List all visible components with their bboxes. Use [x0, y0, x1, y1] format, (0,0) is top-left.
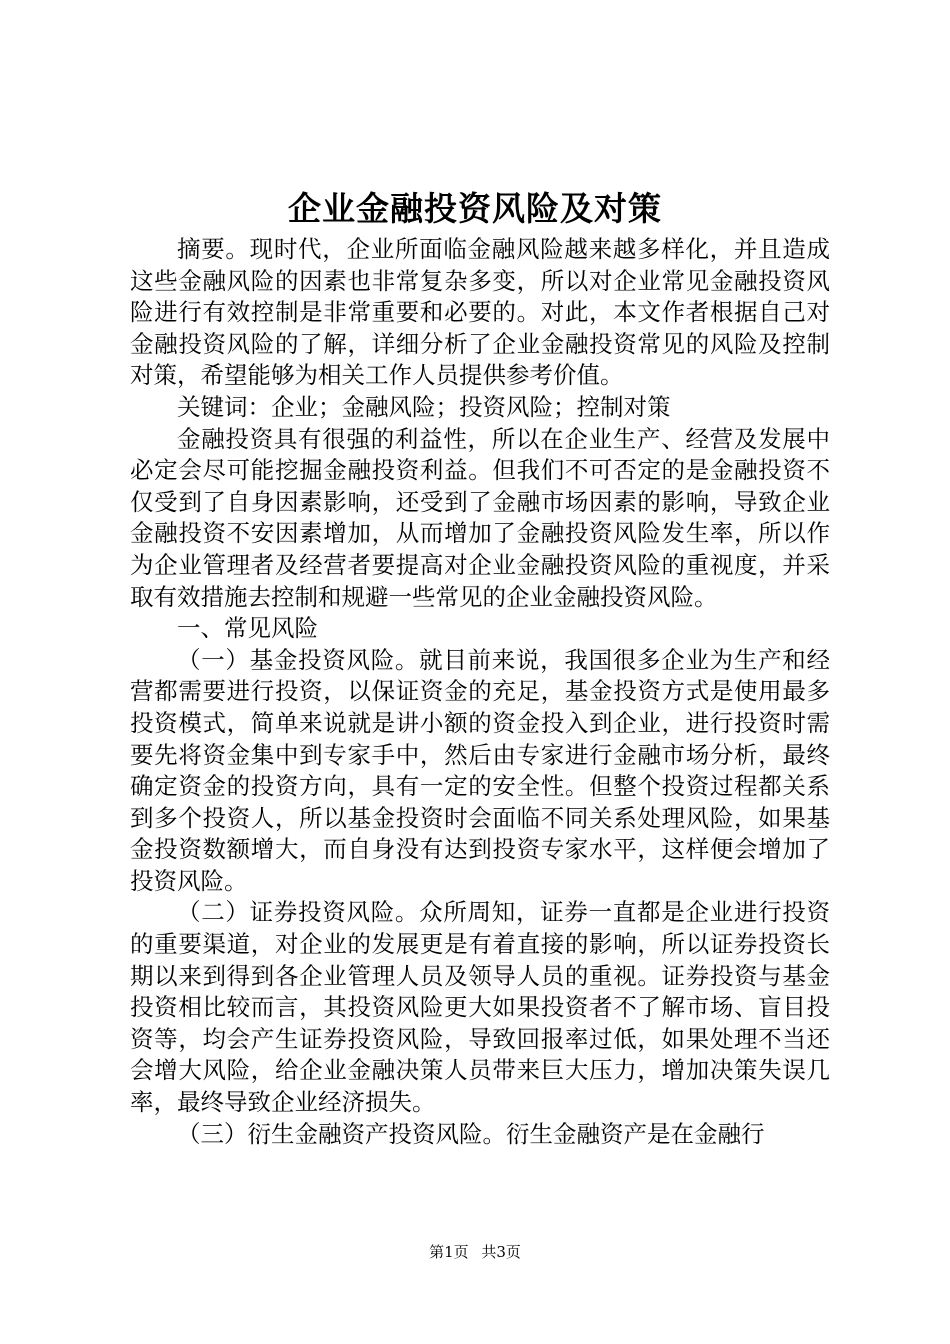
- abstract-paragraph: 摘要。现时代，企业所面临金融风险越来越多样化，并且造成这些金融风险的因素也非常复杂多变，所以对企业常见金融投资风险进行有效控制是非常重要和必要的。对此，本文作者根据自己对金融投资风险的了解，详细分析了企业金融投资常见的风险及控制对策，希望能够为相关工作人员提供参考价值。: [130, 235, 830, 390]
- page-footer: [0, 1242, 950, 1262]
- fund-risk-paragraph: （一）基金投资风险。就目前来说，我国很多企业为生产和经营都需要进行投资，以保证资金的充足，基金投资方式是使用最多投资模式，简单来说就是讲小额的资金投入到企业，进行投资时需要先将资金集中到专家手中，然后由专家进行金融市场分析，最终确定资金的投资方向，具有一定的安全性。但整个投资过程都关系到多个投资人，所以基金投资时会面临不同关系处理风险，如果基金投资数额增大，而自身没有达到投资专家水平，这样便会增加了投资风险。: [130, 645, 830, 895]
- page-number: 第1页: [429, 1243, 469, 1261]
- document-body: [130, 234, 830, 1150]
- securities-risk-paragraph: （二）证券投资风险。众所周知，证券一直都是企业进行投资的重要渠道，对企业的发展更是有着直接的影响，所以证券投资长期以来到得到各企业管理人员及领导人员的重视。证券投资与基金投资相比较而言，其投资风险更大如果投资者不了解市场、盲目投资等，均会产生证券投资风险，导致回报率过低，如果处理不当还会增大风险，给企业金融决策人员带来巨大压力，增加决策失误几率，最终导致企业经济损失。: [130, 898, 830, 1117]
- keywords-paragraph: 关键词：企业；金融风险；投资风险；控制对策: [177, 392, 671, 421]
- intro-paragraph: 金融投资具有很强的利益性，所以在企业生产、经营及发展中必定会尽可能挖掘金融投资利益。但我们不可否定的是金融投资不仅受到了自身因素影响，还受到了金融市场因素的影响，导致企业金融投资不安因素增加，从而增加了金融投资风险发生率，所以作为企业管理者及经营者要提高对企业金融投资风险的重视度，并采取有效措施去控制和规避一些常见的企业金融投资风险。: [130, 424, 830, 611]
- section-heading: 一、常见风险: [177, 614, 318, 643]
- derivatives-risk-paragraph: （三）衍生金融资产投资风险。衍生金融资产是在金融行: [177, 1119, 765, 1148]
- page-total: 共3页: [481, 1243, 521, 1261]
- document-title: 企业金融投资风险及对策: [288, 189, 662, 228]
